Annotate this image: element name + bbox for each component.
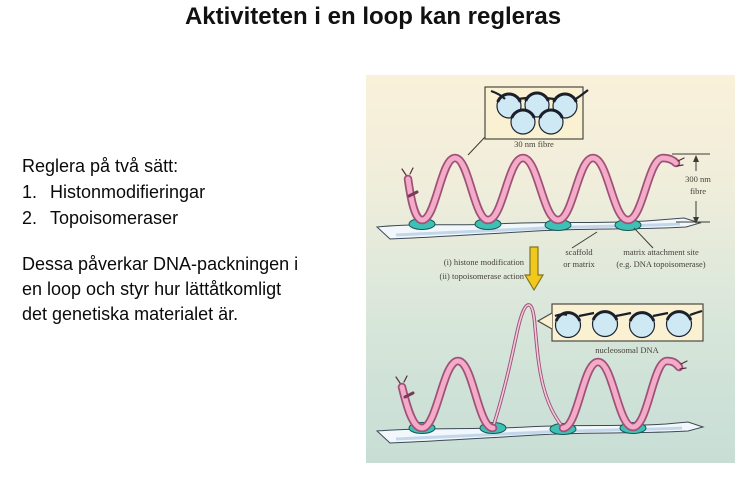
label-action-line2: (ii) topoisomerase action xyxy=(439,271,524,281)
label-scaffold-line2: or matrix xyxy=(563,259,595,269)
label-300nm-line2: fibre xyxy=(689,186,707,196)
list-item-1-number: 1. xyxy=(22,182,38,202)
paragraph-line-2: en loop och styr hur lättåtkomligt xyxy=(22,279,282,299)
intro-line: Reglera på två sätt: xyxy=(22,156,179,176)
list-item-2-number: 2. xyxy=(22,208,38,228)
paragraph-line-3: det genetiska materialet är. xyxy=(22,304,239,324)
label-nucleosomal-dna: nucleosomal DNA xyxy=(595,345,659,355)
paragraph-line-1: Dessa påverkar DNA-packningen i xyxy=(22,254,299,274)
list-item-2 xyxy=(22,205,178,231)
label-action-line1: (i) histone modification xyxy=(443,257,524,267)
slide-title: Aktiviteten i en loop kan regleras xyxy=(184,3,562,30)
chromatin-loop-diagram xyxy=(366,75,735,463)
list-item-1-label: Histonmodifieringar xyxy=(50,182,206,202)
label-matrix-site-line2: (e.g. DNA topoisomerase) xyxy=(616,259,706,269)
label-matrix-site-line1: matrix attachment site xyxy=(623,247,699,257)
label-scaffold-line1: scaffold xyxy=(565,247,593,257)
label-300nm-line1: 300 nm xyxy=(685,174,711,184)
list-item-2-label: Topoisomeraser xyxy=(50,208,179,228)
label-30nm-fibre: 30 nm fibre xyxy=(514,139,554,149)
chromatin-loop-figure xyxy=(366,75,735,463)
list-item-1 xyxy=(22,179,205,205)
